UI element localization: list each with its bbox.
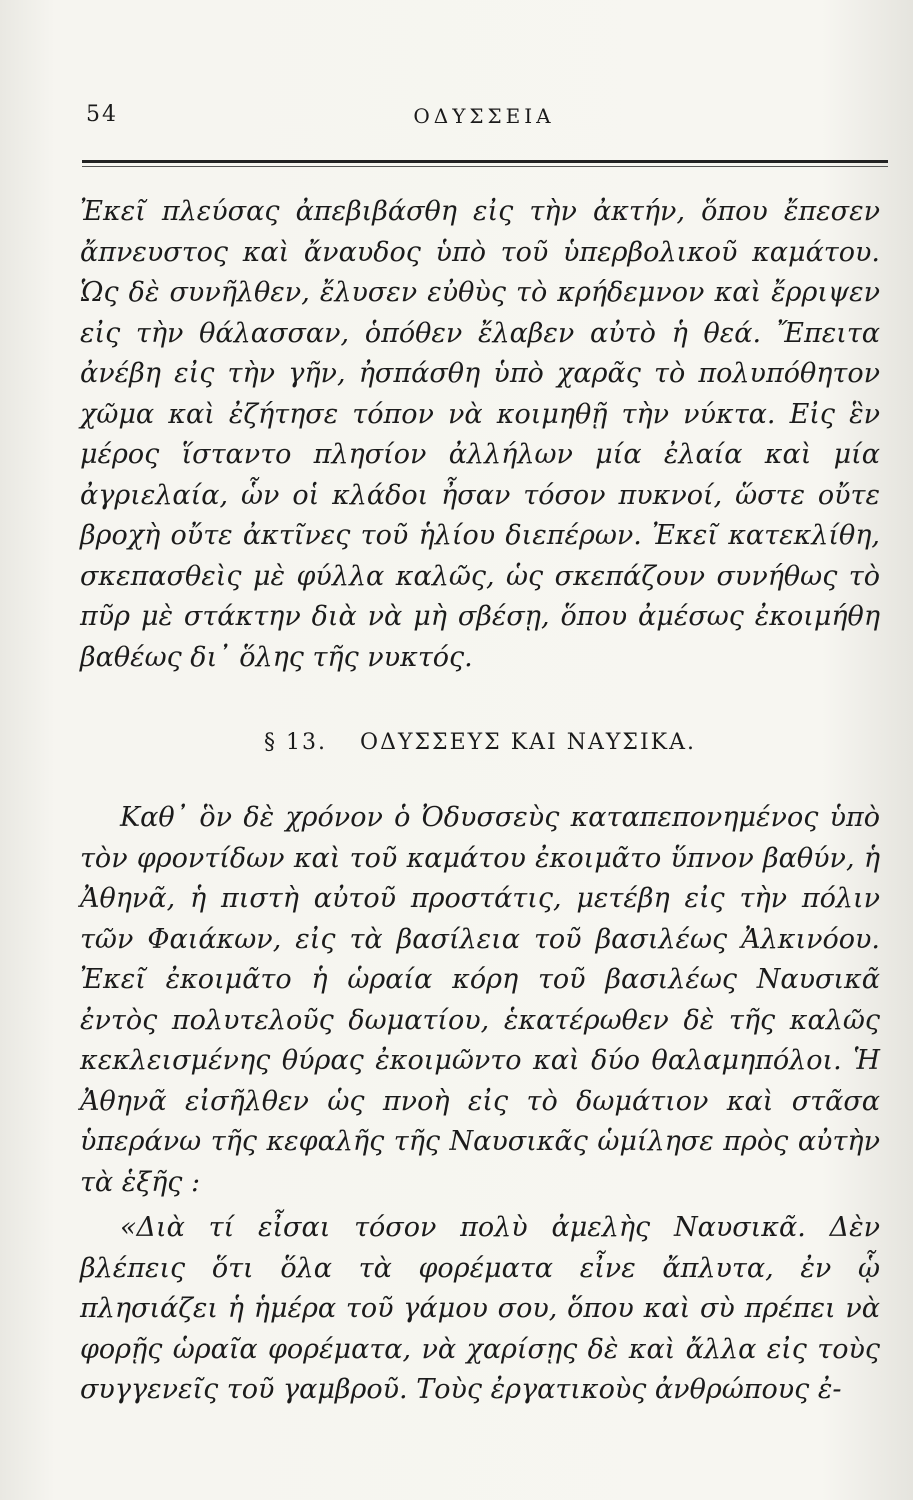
paragraph-2: Καθ᾽ ὃν δὲ χρόνον ὁ Ὀδυσσεὺς καταπεπονημένος ὑπὸ τὸν φροντίδων καὶ τοῦ καμάτου ἐκοιμᾶτο ὕπνον βαθύν, ἡ Ἀθηνᾶ, ἡ πιστὴ αὐτοῦ προστάτις, μετέβη εἰς τὴν πόλιν τῶν Φαιάκων, εἰς τὰ βασίλεια τοῦ βασιλέως Ἀλκινόου. Ἐκεῖ ἐκοιμᾶτο ἡ ὡραία κόρη τοῦ βασιλέως Ναυσικᾶ ἐντὸς πολυτελοῦς δωματίου, ἑκατέρωθεν δὲ τῆς καλῶς κεκλεισμένης θύρας ἐκοιμῶντο καὶ δύο θαλαμηπόλοι. Ἡ Ἀθηνᾶ εἰσῆλθεν ὡς πνοὴ εἰς τὸ δωμάτιον καὶ στᾶσα ὑπεράνω τῆς κεφαλῆς τῆς Ναυσικᾶς ὡμίλησε πρὸς αὐτὴν τὰ ἑξῆς : (80, 802, 880, 1198)
header-rule-thin (82, 166, 888, 167)
section-title: ΟΔΥΣΣΕΥΣ ΚΑΙ ΝΑΥΣΙΚΑ. (360, 730, 696, 755)
running-title: ΟΔΥΣΣΕΙΑ (413, 104, 555, 128)
page-header (78, 96, 890, 136)
paragraph-3: «Διὰ τί εἶσαι τόσον πολὺ ἀμελὴς Ναυσικᾶ. Δὲν βλέπεις ὅτι ὅλα τὰ φορέματα εἶνε ἄπλυτα, ἐν ᾧ πλησιάζει ἡ ἡμέρα τοῦ γάμου σου, ὅπου καὶ σὺ πρέπει νὰ φορῇς ὡραῖα φορέματα, νὰ χαρίσῃς δὲ καὶ ἄλλα εἰς τοὺς συγγενεῖς τοῦ γαμβροῦ. Τοὺς ἐργατικοὺς ἀνθρώπους ἐ- (80, 1212, 880, 1405)
section-number: § 13. (264, 730, 328, 755)
paragraph-1: Ἐκεῖ πλεύσας ἀπεβιβάσθη εἰς τὴν ἀκτήν, ὅπου ἔπεσεν ἄπνευστος καὶ ἄναυδος ὑπὸ τοῦ ὑπερβολικοῦ καμάτου. Ὡς δὲ συνῆλθεν, ἔλυσεν εὐθὺς τὸ κρήδεμνον καὶ ἔρριψεν εἰς τὴν θάλασσαν, ὁπόθεν ἔλαβεν αὐτὸ ἡ θεά. Ἔπειτα ἀνέβη εἰς τὴν γῆν, ἠσπάσθη ὑπὸ χαρᾶς τὸ πολυπόθητον χῶμα καὶ ἐζήτησε τόπον νὰ κοιμηθῇ τὴν νύκτα. Εἰς ἓν μέρος ἵσταντο πλησίον ἀλλήλων μία ἐλαία καὶ μία ἀγριελαία, ὧν οἱ κλάδοι ἦσαν τόσον πυκνοί, ὥστε οὔτε βροχὴ οὔτε ἀκτῖνες τοῦ ἡλίου διεπέρων. Ἐκεῖ κατεκλίθη, σκεπασθεὶς μὲ φύλλα καλῶς, ὡς σκεπάζουν συνήθως τὸ πῦρ μὲ στάκτην διὰ νὰ μὴ σβέσῃ, ὅπου ἀμέσως ἐκοιμήθη βαθέως δι᾽ ὅλης τῆς νυκτός. (80, 196, 880, 673)
section-heading (80, 730, 880, 755)
header-rule (82, 160, 888, 163)
page-number: 54 (86, 102, 118, 127)
